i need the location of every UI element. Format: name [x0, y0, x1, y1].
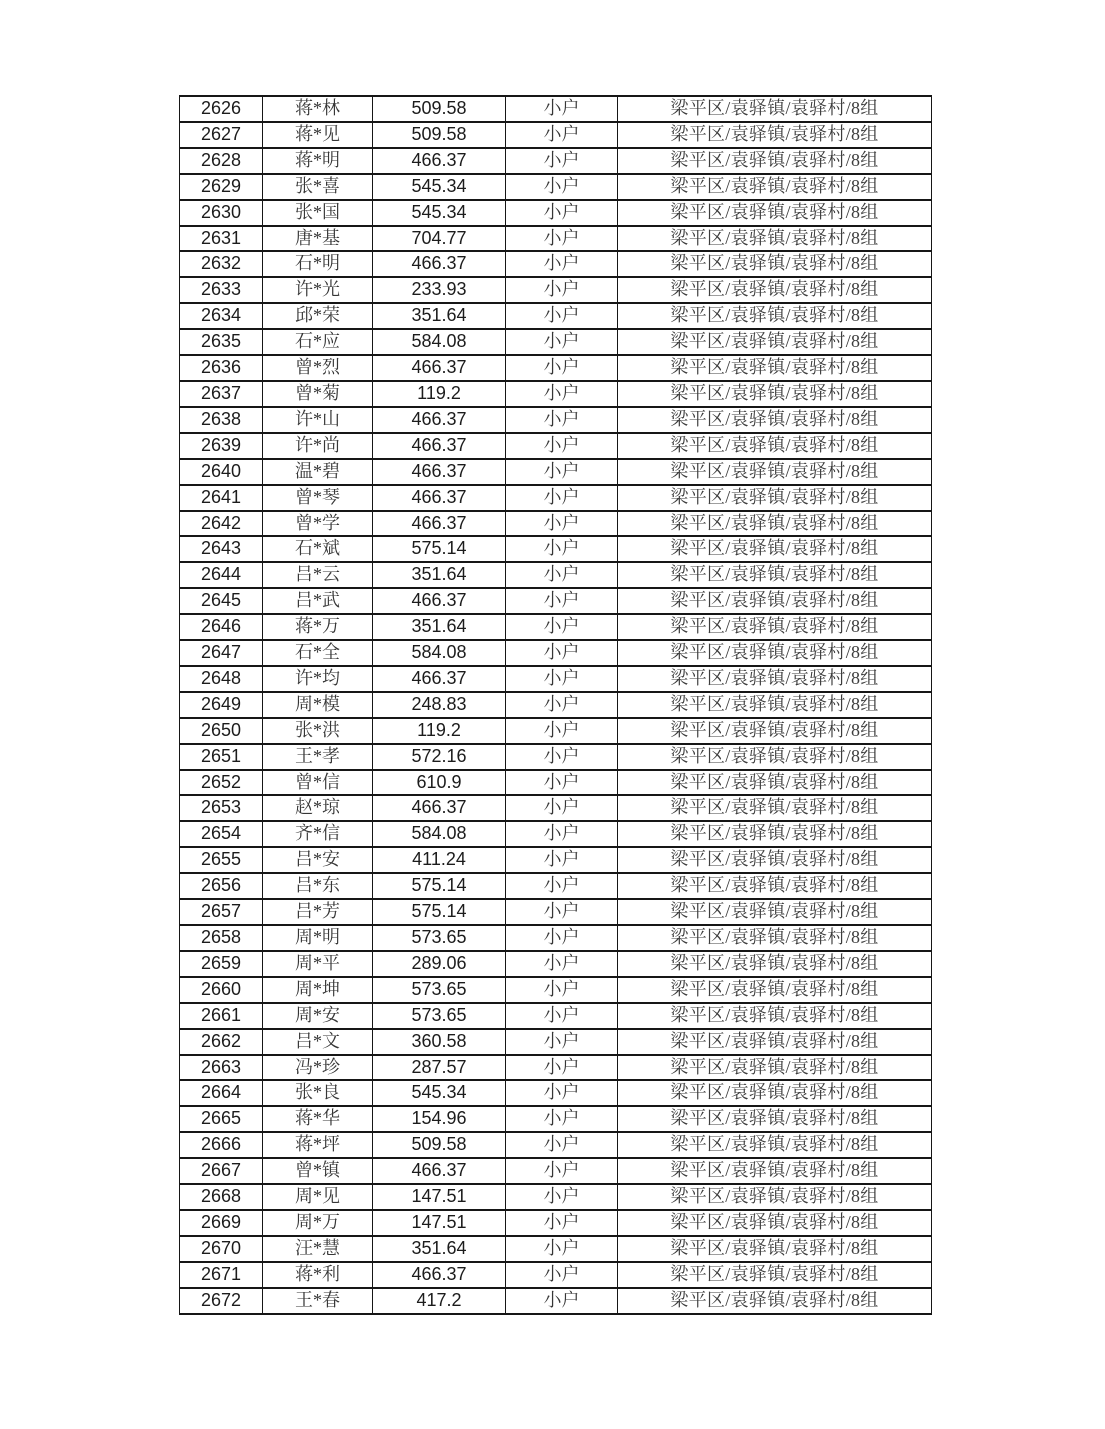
- household-type-cell: 小户: [506, 821, 618, 847]
- household-type-cell: 小户: [506, 1003, 618, 1029]
- amount-cell: 572.16: [373, 744, 506, 770]
- household-type-cell: 小户: [506, 174, 618, 200]
- name-cell: 周*安: [263, 1003, 373, 1029]
- amount-cell: 351.64: [373, 303, 506, 329]
- serial-cell: 2635: [180, 329, 263, 355]
- address-cell: 梁平区/袁驿镇/袁驿村/8组: [618, 899, 932, 925]
- address-cell: 梁平区/袁驿镇/袁驿村/8组: [618, 1055, 932, 1081]
- address-cell: 梁平区/袁驿镇/袁驿村/8组: [618, 1262, 932, 1288]
- amount-cell: 233.93: [373, 277, 506, 303]
- amount-cell: 466.37: [373, 433, 506, 459]
- household-type-cell: 小户: [506, 355, 618, 381]
- address-cell: 梁平区/袁驿镇/袁驿村/8组: [618, 925, 932, 951]
- name-cell: 许*山: [263, 407, 373, 433]
- household-type-cell: 小户: [506, 1055, 618, 1081]
- serial-cell: 2639: [180, 433, 263, 459]
- household-type-cell: 小户: [506, 795, 618, 821]
- household-type-cell: 小户: [506, 899, 618, 925]
- table-row: [180, 381, 932, 407]
- serial-cell: 2664: [180, 1080, 263, 1106]
- amount-cell: 147.51: [373, 1184, 506, 1210]
- serial-cell: 2645: [180, 588, 263, 614]
- table-row: [180, 562, 932, 588]
- household-type-cell: 小户: [506, 1132, 618, 1158]
- address-cell: 梁平区/袁驿镇/袁驿村/8组: [618, 951, 932, 977]
- address-cell: 梁平区/袁驿镇/袁驿村/8组: [618, 640, 932, 666]
- amount-cell: 466.37: [373, 148, 506, 174]
- name-cell: 吕*东: [263, 873, 373, 899]
- table-row: [180, 277, 932, 303]
- name-cell: 冯*珍: [263, 1055, 373, 1081]
- table-row: [180, 770, 932, 796]
- address-cell: 梁平区/袁驿镇/袁驿村/8组: [618, 1236, 932, 1262]
- address-cell: 梁平区/袁驿镇/袁驿村/8组: [618, 562, 932, 588]
- table-row: [180, 1210, 932, 1236]
- household-type-cell: 小户: [506, 640, 618, 666]
- amount-cell: 417.2: [373, 1288, 506, 1314]
- serial-cell: 2627: [180, 122, 263, 148]
- name-cell: 周*万: [263, 1210, 373, 1236]
- table-row: [180, 536, 932, 562]
- address-cell: 梁平区/袁驿镇/袁驿村/8组: [618, 744, 932, 770]
- name-cell: 石*应: [263, 329, 373, 355]
- name-cell: 吕*芳: [263, 899, 373, 925]
- table-row: [180, 1080, 932, 1106]
- serial-cell: 2655: [180, 847, 263, 873]
- amount-cell: 545.34: [373, 1080, 506, 1106]
- table-row: [180, 407, 932, 433]
- amount-cell: 466.37: [373, 485, 506, 511]
- address-cell: 梁平区/袁驿镇/袁驿村/8组: [618, 1132, 932, 1158]
- table-row: [180, 795, 932, 821]
- address-cell: 梁平区/袁驿镇/袁驿村/8组: [618, 511, 932, 537]
- amount-cell: 411.24: [373, 847, 506, 873]
- amount-cell: 509.58: [373, 96, 506, 122]
- amount-cell: 545.34: [373, 174, 506, 200]
- name-cell: 吕*武: [263, 588, 373, 614]
- household-type-cell: 小户: [506, 381, 618, 407]
- serial-cell: 2657: [180, 899, 263, 925]
- household-type-cell: 小户: [506, 329, 618, 355]
- household-type-cell: 小户: [506, 407, 618, 433]
- serial-cell: 2662: [180, 1029, 263, 1055]
- address-cell: 梁平区/袁驿镇/袁驿村/8组: [618, 485, 932, 511]
- name-cell: 唐*基: [263, 226, 373, 252]
- amount-cell: 119.2: [373, 718, 506, 744]
- name-cell: 石*明: [263, 251, 373, 277]
- serial-cell: 2650: [180, 718, 263, 744]
- address-cell: 梁平区/袁驿镇/袁驿村/8组: [618, 614, 932, 640]
- amount-cell: 610.9: [373, 770, 506, 796]
- household-type-cell: 小户: [506, 122, 618, 148]
- name-cell: 齐*信: [263, 821, 373, 847]
- table-row: [180, 1236, 932, 1262]
- household-type-cell: 小户: [506, 485, 618, 511]
- table-row: [180, 588, 932, 614]
- address-cell: 梁平区/袁驿镇/袁驿村/8组: [618, 1158, 932, 1184]
- amount-cell: 573.65: [373, 925, 506, 951]
- serial-cell: 2661: [180, 1003, 263, 1029]
- table-row: [180, 148, 932, 174]
- address-cell: 梁平区/袁驿镇/袁驿村/8组: [618, 666, 932, 692]
- name-cell: 周*明: [263, 925, 373, 951]
- serial-cell: 2654: [180, 821, 263, 847]
- serial-cell: 2667: [180, 1158, 263, 1184]
- amount-cell: 466.37: [373, 459, 506, 485]
- serial-cell: 2642: [180, 511, 263, 537]
- name-cell: 许*均: [263, 666, 373, 692]
- household-type-cell: 小户: [506, 770, 618, 796]
- amount-cell: 575.14: [373, 899, 506, 925]
- amount-cell: 584.08: [373, 329, 506, 355]
- name-cell: 吕*安: [263, 847, 373, 873]
- name-cell: 蒋*坪: [263, 1132, 373, 1158]
- serial-cell: 2628: [180, 148, 263, 174]
- amount-cell: 360.58: [373, 1029, 506, 1055]
- serial-cell: 2631: [180, 226, 263, 252]
- household-type-cell: 小户: [506, 951, 618, 977]
- amount-cell: 545.34: [373, 200, 506, 226]
- address-cell: 梁平区/袁驿镇/袁驿村/8组: [618, 847, 932, 873]
- table-row: [180, 459, 932, 485]
- name-cell: 张*喜: [263, 174, 373, 200]
- address-cell: 梁平区/袁驿镇/袁驿村/8组: [618, 770, 932, 796]
- household-type-cell: 小户: [506, 277, 618, 303]
- household-type-cell: 小户: [506, 536, 618, 562]
- amount-cell: 466.37: [373, 1158, 506, 1184]
- serial-cell: 2656: [180, 873, 263, 899]
- table-row: [180, 174, 932, 200]
- name-cell: 吕*文: [263, 1029, 373, 1055]
- name-cell: 许*光: [263, 277, 373, 303]
- table-row: [180, 951, 932, 977]
- household-type-cell: 小户: [506, 744, 618, 770]
- table-row: [180, 1106, 932, 1132]
- table-row: [180, 485, 932, 511]
- table-row: [180, 226, 932, 252]
- household-type-cell: 小户: [506, 847, 618, 873]
- household-type-cell: 小户: [506, 251, 618, 277]
- serial-cell: 2649: [180, 692, 263, 718]
- household-type-cell: 小户: [506, 226, 618, 252]
- table-row: [180, 122, 932, 148]
- name-cell: 温*碧: [263, 459, 373, 485]
- serial-cell: 2640: [180, 459, 263, 485]
- serial-cell: 2632: [180, 251, 263, 277]
- table-row: [180, 433, 932, 459]
- amount-cell: 351.64: [373, 562, 506, 588]
- household-type-cell: 小户: [506, 1236, 618, 1262]
- name-cell: 张*洪: [263, 718, 373, 744]
- name-cell: 蒋*见: [263, 122, 373, 148]
- serial-cell: 2629: [180, 174, 263, 200]
- serial-cell: 2663: [180, 1055, 263, 1081]
- table-body: [180, 96, 932, 1314]
- serial-cell: 2668: [180, 1184, 263, 1210]
- table-row: [180, 1003, 932, 1029]
- serial-cell: 2660: [180, 977, 263, 1003]
- name-cell: 曾*镇: [263, 1158, 373, 1184]
- serial-cell: 2671: [180, 1262, 263, 1288]
- table-row: [180, 200, 932, 226]
- address-cell: 梁平区/袁驿镇/袁驿村/8组: [618, 407, 932, 433]
- amount-cell: 289.06: [373, 951, 506, 977]
- household-type-cell: 小户: [506, 873, 618, 899]
- household-type-cell: 小户: [506, 1262, 618, 1288]
- name-cell: 王*春: [263, 1288, 373, 1314]
- household-type-cell: 小户: [506, 666, 618, 692]
- serial-cell: 2659: [180, 951, 263, 977]
- serial-cell: 2646: [180, 614, 263, 640]
- name-cell: 曾*学: [263, 511, 373, 537]
- serial-cell: 2638: [180, 407, 263, 433]
- name-cell: 周*见: [263, 1184, 373, 1210]
- table-row: [180, 1029, 932, 1055]
- household-type-cell: 小户: [506, 718, 618, 744]
- household-type-cell: 小户: [506, 1184, 618, 1210]
- household-type-cell: 小户: [506, 1210, 618, 1236]
- table-row: [180, 251, 932, 277]
- table-row: [180, 96, 932, 122]
- address-cell: 梁平区/袁驿镇/袁驿村/8组: [618, 536, 932, 562]
- address-cell: 梁平区/袁驿镇/袁驿村/8组: [618, 1288, 932, 1314]
- amount-cell: 466.37: [373, 511, 506, 537]
- address-cell: 梁平区/袁驿镇/袁驿村/8组: [618, 122, 932, 148]
- name-cell: 曾*信: [263, 770, 373, 796]
- serial-cell: 2648: [180, 666, 263, 692]
- amount-cell: 466.37: [373, 795, 506, 821]
- table-row: [180, 873, 932, 899]
- household-type-cell: 小户: [506, 511, 618, 537]
- amount-cell: 466.37: [373, 1262, 506, 1288]
- address-cell: 梁平区/袁驿镇/袁驿村/8组: [618, 148, 932, 174]
- serial-cell: 2653: [180, 795, 263, 821]
- address-cell: 梁平区/袁驿镇/袁驿村/8组: [618, 355, 932, 381]
- household-type-cell: 小户: [506, 614, 618, 640]
- amount-cell: 154.96: [373, 1106, 506, 1132]
- amount-cell: 573.65: [373, 977, 506, 1003]
- address-cell: 梁平区/袁驿镇/袁驿村/8组: [618, 1029, 932, 1055]
- household-type-cell: 小户: [506, 1029, 618, 1055]
- amount-cell: 573.65: [373, 1003, 506, 1029]
- table-row: [180, 1158, 932, 1184]
- table-row: [180, 1288, 932, 1314]
- name-cell: 蒋*华: [263, 1106, 373, 1132]
- name-cell: 蒋*利: [263, 1262, 373, 1288]
- table-row: [180, 666, 932, 692]
- table-row: [180, 977, 932, 1003]
- table-row: [180, 511, 932, 537]
- household-type-cell: 小户: [506, 588, 618, 614]
- address-cell: 梁平区/袁驿镇/袁驿村/8组: [618, 873, 932, 899]
- serial-cell: 2670: [180, 1236, 263, 1262]
- amount-cell: 509.58: [373, 1132, 506, 1158]
- table-row: [180, 1132, 932, 1158]
- address-cell: 梁平区/袁驿镇/袁驿村/8组: [618, 1003, 932, 1029]
- name-cell: 蒋*万: [263, 614, 373, 640]
- address-cell: 梁平区/袁驿镇/袁驿村/8组: [618, 226, 932, 252]
- name-cell: 石*全: [263, 640, 373, 666]
- amount-cell: 466.37: [373, 407, 506, 433]
- amount-cell: 704.77: [373, 226, 506, 252]
- serial-cell: 2626: [180, 96, 263, 122]
- address-cell: 梁平区/袁驿镇/袁驿村/8组: [618, 329, 932, 355]
- amount-cell: 575.14: [373, 873, 506, 899]
- name-cell: 汪*慧: [263, 1236, 373, 1262]
- address-cell: 梁平区/袁驿镇/袁驿村/8组: [618, 174, 932, 200]
- address-cell: 梁平区/袁驿镇/袁驿村/8组: [618, 692, 932, 718]
- address-cell: 梁平区/袁驿镇/袁驿村/8组: [618, 1106, 932, 1132]
- serial-cell: 2641: [180, 485, 263, 511]
- address-cell: 梁平区/袁驿镇/袁驿村/8组: [618, 977, 932, 1003]
- amount-cell: 466.37: [373, 588, 506, 614]
- amount-cell: 584.08: [373, 821, 506, 847]
- name-cell: 曾*琴: [263, 485, 373, 511]
- household-type-cell: 小户: [506, 459, 618, 485]
- table-row: [180, 899, 932, 925]
- name-cell: 蒋*林: [263, 96, 373, 122]
- household-type-cell: 小户: [506, 303, 618, 329]
- household-type-cell: 小户: [506, 977, 618, 1003]
- household-type-cell: 小户: [506, 433, 618, 459]
- serial-cell: 2651: [180, 744, 263, 770]
- serial-cell: 2665: [180, 1106, 263, 1132]
- name-cell: 张*良: [263, 1080, 373, 1106]
- name-cell: 邱*荣: [263, 303, 373, 329]
- amount-cell: 509.58: [373, 122, 506, 148]
- name-cell: 周*坤: [263, 977, 373, 1003]
- serial-cell: 2669: [180, 1210, 263, 1236]
- name-cell: 蒋*明: [263, 148, 373, 174]
- serial-cell: 2643: [180, 536, 263, 562]
- table-row: [180, 847, 932, 873]
- name-cell: 曾*烈: [263, 355, 373, 381]
- serial-cell: 2672: [180, 1288, 263, 1314]
- household-type-cell: 小户: [506, 148, 618, 174]
- name-cell: 许*尚: [263, 433, 373, 459]
- serial-cell: 2634: [180, 303, 263, 329]
- table-row: [180, 355, 932, 381]
- household-type-cell: 小户: [506, 1158, 618, 1184]
- table-row: [180, 1055, 932, 1081]
- name-cell: 王*孝: [263, 744, 373, 770]
- address-cell: 梁平区/袁驿镇/袁驿村/8组: [618, 795, 932, 821]
- address-cell: 梁平区/袁驿镇/袁驿村/8组: [618, 1184, 932, 1210]
- table-row: [180, 925, 932, 951]
- address-cell: 梁平区/袁驿镇/袁驿村/8组: [618, 96, 932, 122]
- serial-cell: 2644: [180, 562, 263, 588]
- name-cell: 吕*云: [263, 562, 373, 588]
- table-row: [180, 329, 932, 355]
- amount-cell: 584.08: [373, 640, 506, 666]
- table-row: [180, 303, 932, 329]
- table-row: [180, 821, 932, 847]
- amount-cell: 147.51: [373, 1210, 506, 1236]
- serial-cell: 2658: [180, 925, 263, 951]
- name-cell: 石*斌: [263, 536, 373, 562]
- name-cell: 赵*琼: [263, 795, 373, 821]
- address-cell: 梁平区/袁驿镇/袁驿村/8组: [618, 718, 932, 744]
- serial-cell: 2652: [180, 770, 263, 796]
- household-type-cell: 小户: [506, 1106, 618, 1132]
- table-row: [180, 1184, 932, 1210]
- address-cell: 梁平区/袁驿镇/袁驿村/8组: [618, 459, 932, 485]
- table-row: [180, 640, 932, 666]
- serial-cell: 2636: [180, 355, 263, 381]
- amount-cell: 466.37: [373, 666, 506, 692]
- household-type-cell: 小户: [506, 692, 618, 718]
- amount-cell: 248.83: [373, 692, 506, 718]
- amount-cell: 287.57: [373, 1055, 506, 1081]
- household-subsidy-table: [179, 95, 932, 1315]
- address-cell: 梁平区/袁驿镇/袁驿村/8组: [618, 1080, 932, 1106]
- serial-cell: 2666: [180, 1132, 263, 1158]
- serial-cell: 2637: [180, 381, 263, 407]
- serial-cell: 2647: [180, 640, 263, 666]
- household-type-cell: 小户: [506, 562, 618, 588]
- address-cell: 梁平区/袁驿镇/袁驿村/8组: [618, 433, 932, 459]
- serial-cell: 2630: [180, 200, 263, 226]
- household-type-cell: 小户: [506, 925, 618, 951]
- address-cell: 梁平区/袁驿镇/袁驿村/8组: [618, 277, 932, 303]
- serial-cell: 2633: [180, 277, 263, 303]
- name-cell: 周*平: [263, 951, 373, 977]
- address-cell: 梁平区/袁驿镇/袁驿村/8组: [618, 303, 932, 329]
- amount-cell: 575.14: [373, 536, 506, 562]
- address-cell: 梁平区/袁驿镇/袁驿村/8组: [618, 1210, 932, 1236]
- table-row: [180, 614, 932, 640]
- name-cell: 周*模: [263, 692, 373, 718]
- household-type-cell: 小户: [506, 1080, 618, 1106]
- address-cell: 梁平区/袁驿镇/袁驿村/8组: [618, 251, 932, 277]
- amount-cell: 351.64: [373, 614, 506, 640]
- address-cell: 梁平区/袁驿镇/袁驿村/8组: [618, 821, 932, 847]
- table-row: [180, 692, 932, 718]
- table-row: [180, 1262, 932, 1288]
- household-type-cell: 小户: [506, 1288, 618, 1314]
- amount-cell: 466.37: [373, 355, 506, 381]
- name-cell: 张*国: [263, 200, 373, 226]
- amount-cell: 351.64: [373, 1236, 506, 1262]
- household-type-cell: 小户: [506, 200, 618, 226]
- household-type-cell: 小户: [506, 96, 618, 122]
- address-cell: 梁平区/袁驿镇/袁驿村/8组: [618, 200, 932, 226]
- address-cell: 梁平区/袁驿镇/袁驿村/8组: [618, 588, 932, 614]
- name-cell: 曾*菊: [263, 381, 373, 407]
- amount-cell: 119.2: [373, 381, 506, 407]
- table-row: [180, 718, 932, 744]
- table-row: [180, 744, 932, 770]
- amount-cell: 466.37: [373, 251, 506, 277]
- address-cell: 梁平区/袁驿镇/袁驿村/8组: [618, 381, 932, 407]
